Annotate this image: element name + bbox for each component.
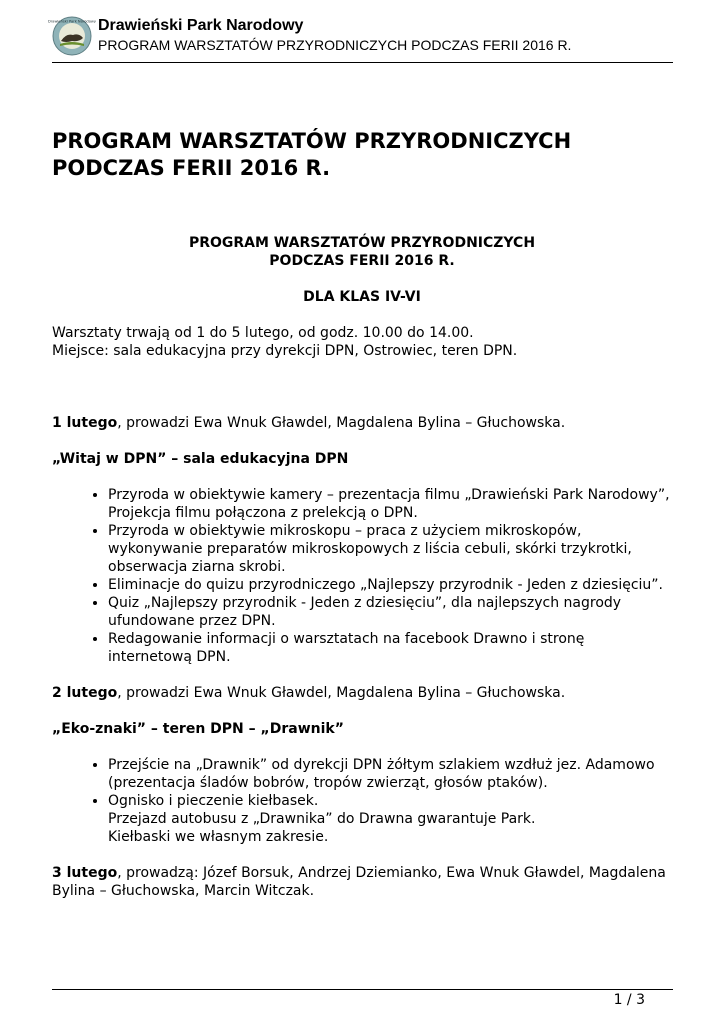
day2-date: 2 lutego [52, 685, 118, 701]
list-item-line: Ognisko i pieczenie kiełbasek. [108, 793, 319, 809]
intro-dates: Warsztaty trwają od 1 do 5 lutego, od godz. 10.00 do 14.00. [52, 325, 474, 341]
day2-leaders: , prowadzi Ewa Wnuk Gławdel, Magdalena Bylina – Głuchowska. [117, 685, 566, 701]
park-logo-icon [48, 16, 96, 56]
day1-topic: „Witaj w DPN” – sala edukacyjna DPN [52, 451, 349, 467]
list-item: • Quiz „Najlepszy przyrodnik - Jeden z dziesięciu”, dla najlepszych nagrody ufundowane przez DPN. [108, 594, 672, 630]
day3-date: 3 lutego [52, 865, 118, 881]
page-title-line1: PROGRAM WARSZTATÓW PRZYRODNICZYCH [52, 129, 572, 153]
page-header [48, 14, 673, 63]
page-number: 1 / 3 [613, 992, 645, 1008]
day1-activity-list [52, 486, 672, 666]
section-title [52, 234, 672, 270]
day2-heading [52, 684, 672, 702]
page-title [52, 128, 672, 182]
page-title-line2: PODCZAS FERII 2016 R. [52, 156, 331, 180]
organization-name: Drawieński Park Narodowy [98, 17, 304, 34]
list-item: • Przyroda w obiektywie kamery – prezentacja filmu „Drawieński Park Narodowy”, Projekcja filmu połączona z prelekcją o DPN. [108, 486, 672, 522]
section-title-line1: PROGRAM WARSZTATÓW PRZYRODNICZYCH [188, 235, 536, 251]
day1-date: 1 lutego [52, 415, 118, 431]
list-item: • Przyroda w obiektywie mikroskopu – praca z użyciem mikroskopów, wykonywanie preparatów mikroskopowych z liścia cebuli, skórki trzykrotki, obserwacja ziarna skrobi. [108, 522, 672, 576]
list-item-line: Kiełbaski we własnym zakresie. [108, 829, 329, 845]
list-item: • Redagowanie informacji o warsztatach na facebook Drawno i stronę internetową DPN. [108, 630, 672, 666]
header-document-title: PROGRAM WARSZTATÓW PRZYRODNICZYCH PODCZAS FERII 2016 R. [98, 37, 572, 53]
intro-location: Miejsce: sala edukacyjna przy dyrekcji DPN, Ostrowiec, teren DPN. [52, 343, 518, 359]
list-item-line: Przejazd autobusu z „Drawnika” do Drawna gwarantuje Park. [108, 811, 536, 827]
list-item [108, 792, 672, 846]
day2-topic: „Eko-znaki” – teren DPN – „Drawnik” [52, 721, 344, 737]
page-footer [52, 989, 673, 1014]
intro-paragraph [52, 324, 672, 360]
list-item: • Przejście na „Drawnik” od dyrekcji DPN żółtym szlakiem wzdłuż jez. Adamowo (prezentacja śladów bobrów, tropów zwierząt, głosów ptaków). [108, 756, 672, 792]
audience-subtitle: DLA KLAS IV-VI [303, 289, 421, 305]
day3-leaders: , prowadzą: Józef Borsuk, Andrzej Dziemianko, Ewa Wnuk Gławdel, Magdalena Bylina – Głuchowska, Marcin Witczak. [52, 865, 666, 899]
day2-activity-list [52, 756, 672, 846]
section-title-line2: PODCZAS FERII 2016 R. [269, 253, 455, 269]
day1-leaders: , prowadzi Ewa Wnuk Gławdel, Magdalena Bylina – Głuchowska. [117, 415, 566, 431]
day3-heading [52, 864, 672, 900]
list-item: • Eliminacje do quizu przyrodniczego „Najlepszy przyrodnik - Jeden z dziesięciu”. [108, 576, 672, 594]
document-body [52, 234, 672, 900]
day1-heading [52, 414, 672, 432]
logo-text: Drawieński Park Narodowy [48, 19, 96, 24]
